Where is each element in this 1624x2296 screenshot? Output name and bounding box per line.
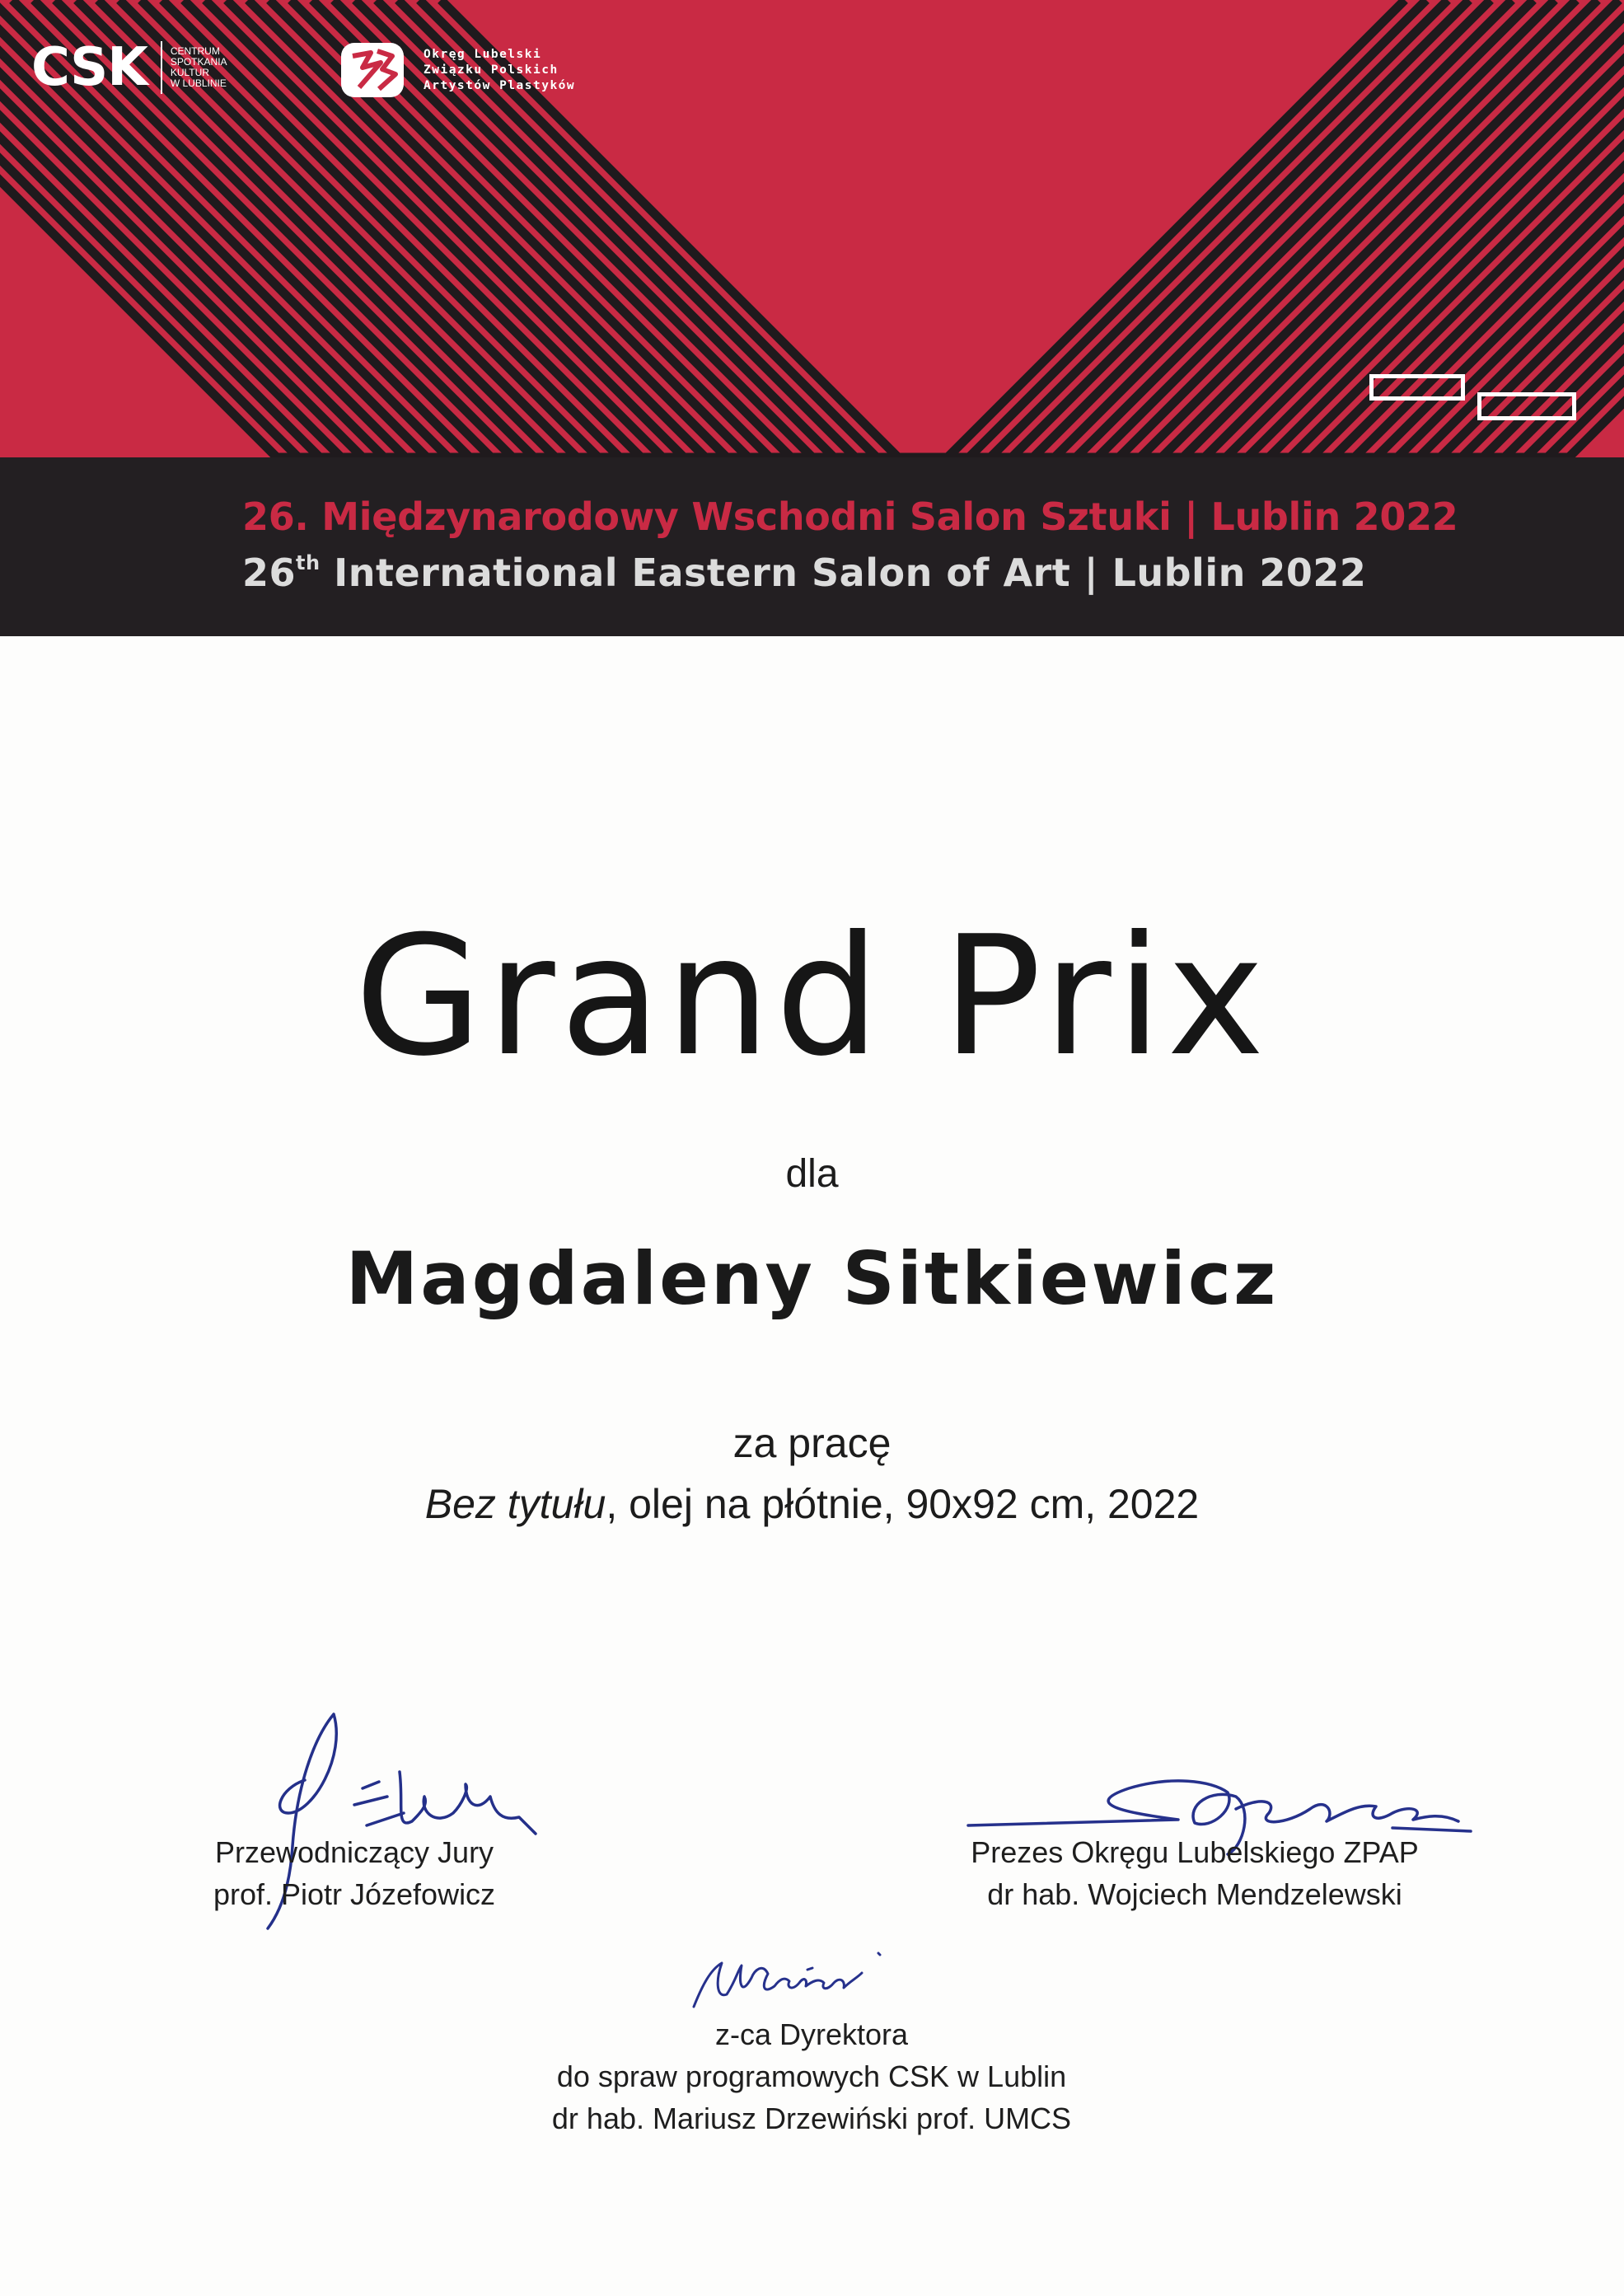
signatory-left-name: prof. Piotr Józefowicz — [213, 1877, 496, 1911]
signature-deputy-director — [684, 1945, 915, 2019]
header-banner — [0, 0, 1624, 457]
signatory-right-name: dr hab. Wojciech Mendzelewski — [987, 1877, 1402, 1911]
work-label: za pracę — [732, 1420, 892, 1466]
csk-logo — [31, 37, 227, 98]
zpap-emblem-icon — [338, 38, 407, 102]
recipient-name: Magdaleny Sitkiewicz — [345, 1236, 1279, 1321]
signatory-right — [956, 1831, 1434, 1915]
signatory-left-role: Przewodniczący Jury — [214, 1835, 494, 1869]
event-title-band — [0, 457, 1624, 636]
award-for-label: dla — [785, 1152, 839, 1196]
work-description — [0, 1480, 1624, 1528]
signatory-center-role: z-ca Dyrektora — [714, 2017, 909, 2051]
zpap-logo-text: Okręg Lubelski Związku Polskich Artystów Plastyków — [424, 47, 576, 92]
decorative-outline-rect-lower — [1477, 392, 1576, 420]
event-title-pl: 26. Międzynarodowy Wschodni Salon Sztuki | Lublin 2022 — [242, 494, 1458, 539]
csk-logo-mark: CSK — [31, 37, 147, 98]
zpap-logo — [338, 38, 575, 102]
signatory-center — [494, 2013, 1129, 2139]
signatory-center-role2: do spraw programowych CSK w Lublin — [556, 2059, 1067, 2093]
decorative-outline-rect-upper — [1369, 374, 1465, 401]
signatory-right-role: Prezes Okręgu Lubelskiego ZPAP — [971, 1835, 1419, 1869]
award-title: Grand Prix — [354, 901, 1270, 1093]
csk-logo-text: CENTRUM SPOTKANIA KULTUR W LUBLINIE — [170, 45, 227, 89]
signatory-left — [190, 1831, 519, 1915]
signatory-center-name: dr hab. Mariusz Drzewiński prof. UMCS — [551, 2102, 1072, 2135]
work-details: , olej na płótnie, 90x92 cm, 2022 — [606, 1481, 1200, 1527]
work-title: Bez tytułu — [424, 1481, 606, 1527]
event-title-en: 26th International Eastern Salon of Art | Lublin 2022 — [242, 551, 1367, 595]
csk-logo-divider — [161, 41, 162, 94]
